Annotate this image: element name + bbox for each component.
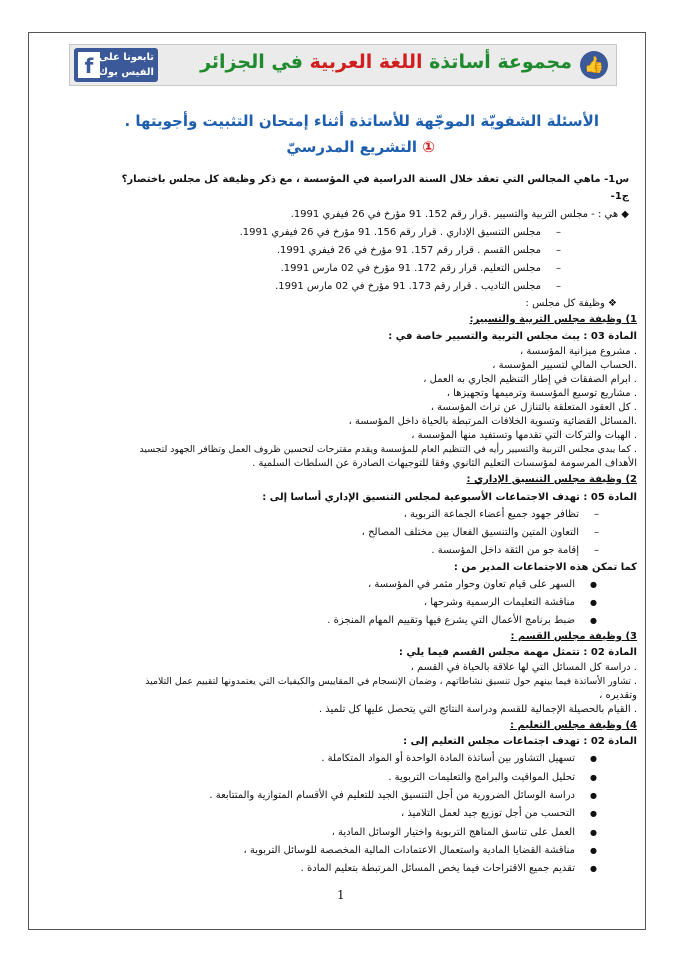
page-number: 1: [337, 888, 345, 902]
section-1-item: . الهبات والتركات التي تقدمها وتستفيد منها المؤسسة ،: [411, 430, 637, 441]
section-1-article: المادة 03 : يبث مجلس التربية والتسيير خاصة في :: [388, 331, 637, 342]
section-1-item: .الحساب المالي لتسيير المؤسسة ،: [492, 360, 637, 371]
section-2-item-2: ● مناقشة التعليمات الرسمية وشرحها ،: [424, 596, 575, 610]
councils-intro: ◆ هي : - مجلس التربية والتسيير .قرار رقم 152. 91 مؤرخ في 26 فيفري 1991.: [290, 209, 629, 220]
section-2-item-2: ● ضبط برنامج الأعمال التي يشرع فيها وتقييم المهام المنجزة .: [327, 614, 575, 628]
banner-title: مجموعة أساتذة اللغة العربية في الجزائر: [200, 51, 572, 73]
section-4-article: المادة 02 : تهدف اجتماعات مجلس التعليم إلى :: [403, 736, 637, 747]
function-each-label: ❖ وظيفة كل مجلس :: [525, 298, 617, 309]
section-1-item: . ابرام الصفقات في إطار التنظيم الجاري به العمل ،: [423, 374, 637, 385]
council-item: – مجلس التعليم. قرار رقم 172. 91 مؤرخ في 02 مارس 1991.: [281, 262, 541, 276]
section-3-article: المادة 02 : تتمثل مهمة مجلس القسم فيما يلي :: [398, 647, 637, 658]
section-2-item: – إقامة جو من الثقة داخل المؤسسة .: [431, 544, 579, 558]
facebook-follow-box[interactable]: [74, 48, 158, 82]
section-3-heading: 3) وظيفة مجلس القسم :: [510, 631, 637, 642]
section-4-item: ● تقديم جميع الاقتراحات فيما يخص المسائل المرتبطة بتعليم المادة .: [301, 862, 575, 876]
council-item: – مجلس التاديب . قرار رقم 173. 91 مؤرخ في 02 مارس 1991.: [275, 280, 541, 294]
section-4-item: ● العمل على تناسق المناهج التربوية واختيار الوسائل المادية ،: [332, 826, 575, 840]
section-4-item: ● التحسب من أجل توزيع جيد لعمل التلاميذ ،: [401, 807, 575, 821]
section-1-item: . مشاريع توسيع المؤسسة وترميمها وتجهيزها ،: [446, 388, 637, 399]
document-title: الأسئلة الشفويّة الموجّهة للأساتذة أثناء إمتحان التثبيت وأجوبتها .: [124, 112, 599, 130]
council-item: – مجلس التنسيق الإداري . قرار رقم 156. 91 مؤرخ في 26 فيفري 1991.: [240, 226, 541, 240]
facebook-icon: f: [78, 52, 100, 78]
section-3-line: . تشاور الأساتذة فيما بينهم حول تنسيق نشاطاتهم ، وضمان الإنسجام في المقاييس والكيفيات التي يعتمدونها لتقييم عمل التلاميذ: [145, 676, 637, 687]
section-2-item-2: ● السهر على قيام تعاون وحوار مثمر في المؤسسة ،: [368, 578, 575, 592]
section-2-article: المادة 05 : تهدف الاجتماعات الأسبوعية لمجلس التنسيق الإداري أساسا إلى :: [262, 492, 637, 503]
number-one-icon: ①: [422, 138, 435, 156]
answer-1-label: ج1-: [610, 191, 629, 202]
section-1-item: .المسائل القضائية وتسوية الخلافات المرتبطة بالحياة داخل المؤسسة ،: [348, 416, 637, 427]
thumbs-up-icon: 👍: [580, 51, 608, 79]
council-item: – مجلس القسم . قرار رقم 157. 91 مؤرخ في 26 فيفري 1991.: [277, 244, 541, 258]
section-1-item: . مشروع ميزانية المؤسسة ،: [520, 346, 637, 357]
section-1-paragraph: . كما يبدي مجلس التربية والتسيير رأيه في التنظيم العام للمؤسسة ويقدم مقترحات لتحسين ظروف العمل وتظافر الجهود لتجسيد: [139, 444, 637, 455]
question-1: س1- ماهي المجالس التي تعقد خلال السنة الدراسية في المؤسسة ، مع ذكر وظيفة كل مجلس باختصار؟: [121, 174, 629, 185]
section-4-heading: 4) وظيفة مجلس التعليم :: [510, 720, 637, 731]
section-1-item: . كل العقود المتعلقة بالتنازل عن تراث المؤسسة ،: [430, 402, 637, 413]
section-2-heading: 2) وظيفة مجلس التنسيق الإداري :: [466, 474, 637, 485]
fb-line-1: تابعونا على: [98, 52, 154, 63]
section-4-item: ● تحليل المواقيت والبرامج والتعليمات التربوية .: [388, 771, 575, 785]
section-2-also: كما تمكن هذه الاجتماعات المدير من :: [453, 562, 637, 573]
fb-line-2: الفيس بوك: [98, 67, 154, 78]
section-4-item: ● مناقشة القضايا المادية واستعمال الاعتمادات المالية المخصصة للوسائل التربوية ،: [244, 844, 575, 858]
section-1-paragraph-cont: الأهداف المرسومة لمؤسسات التعليم الثانوي وفقا للتوجيهات الصادرة عن السلطات السلمية .: [252, 458, 637, 469]
section-3-line: . دراسة كل المسائل التي لها علاقة بالحياة في القسم ،: [410, 662, 637, 673]
group-banner: [69, 44, 617, 86]
section-2-item: – تظافر جهود جميع أعضاء الجماعة التربوية ،: [404, 508, 579, 522]
section-4-item: ● دراسة الوسائل الضرورية من أجل التنسيق الجيد للتعليم في الأقسام المتوازية والمتتابعة .: [209, 789, 575, 803]
section-4-item: ● تسهيل التشاور بين أساتذة المادة الواحدة أو المواد المتكاملة .: [321, 752, 575, 766]
section-3-line: . القيام بالحصيلة الإجمالية للقسم ودراسة النتائج التي يتحصل عليها كل تلميذ .: [318, 704, 637, 715]
document-subtitle: ① التشريع المدرسيّ: [286, 138, 435, 156]
section-3-line: وتقديره ،: [599, 690, 637, 701]
section-2-item: – التعاون المتين والتنسيق الفعال بين مختلف المصالح ،: [362, 526, 579, 540]
section-1-heading: 1) وظيفة مجلس التربية والتسيير:: [469, 314, 637, 325]
